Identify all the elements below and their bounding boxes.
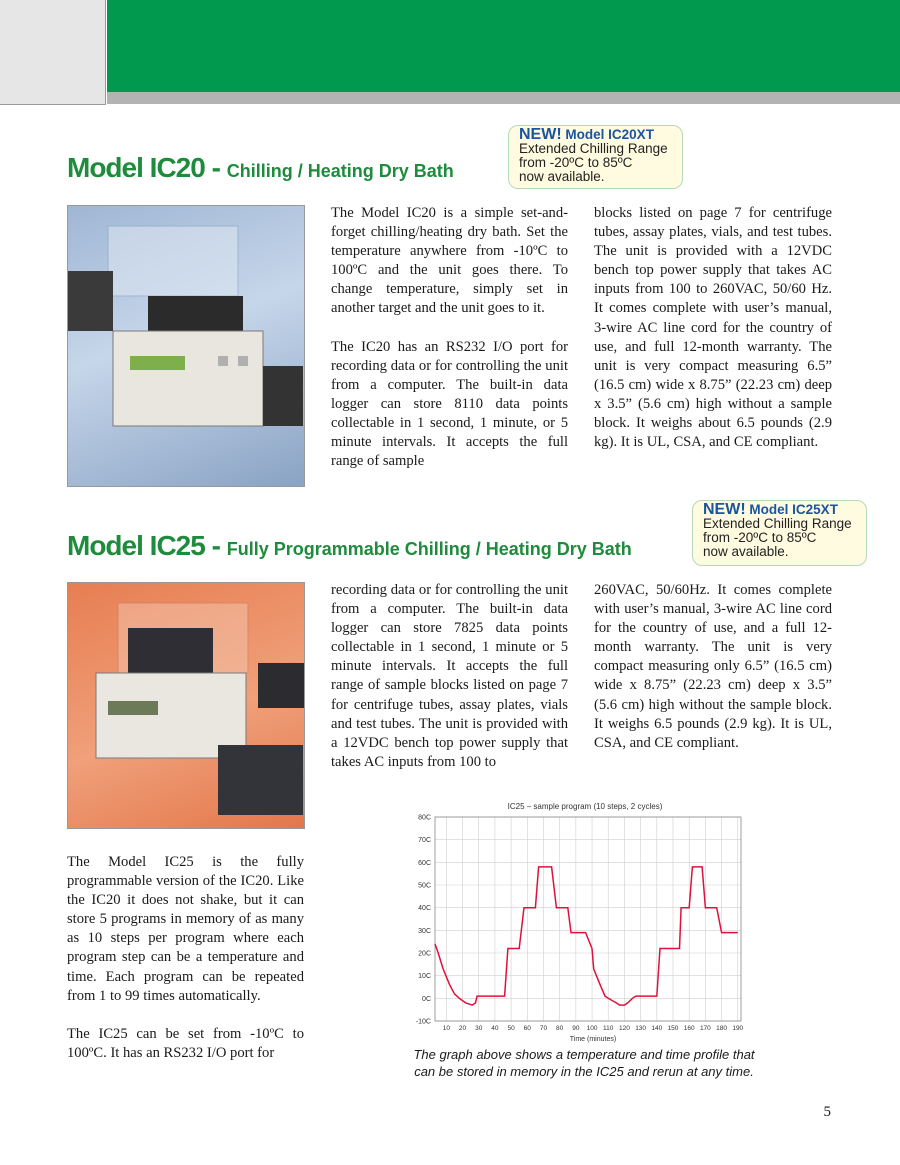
x-tick-label: 190 xyxy=(732,1025,744,1032)
paragraph: 260VAC, 50/60Hz. It comes complete with user’s manual, 3-wire AC line cord for the country of use, and a full 12-month warranty. The unit is very compact measuring only 6.5” (16.5 cm) wide x 8.75” (22.23 cm) deep x 3.5” (5.6 cm) high without the sample block. It weighs 6.5 pounds (2.9 kg). It is UL, CSA, and CE compliant. xyxy=(594,582,832,751)
new-badge: NEW! xyxy=(519,126,562,143)
ic25-title xyxy=(67,530,632,562)
y-tick-label: 30C xyxy=(418,927,431,935)
x-tick-label: 110 xyxy=(603,1025,614,1032)
x-tick-label: 40 xyxy=(491,1025,499,1032)
ic20-text-column-2 xyxy=(594,204,832,471)
x-tick-label: 140 xyxy=(651,1025,663,1032)
x-tick-label: 30 xyxy=(475,1025,483,1032)
ic25-text-left-column xyxy=(67,853,304,1082)
y-tick-label: 40C xyxy=(418,905,431,913)
x-tick-label: 180 xyxy=(716,1025,728,1032)
callout-line: Extended Chilling Range xyxy=(703,516,852,531)
ic20-title xyxy=(67,152,454,184)
x-tick-labels xyxy=(443,1025,744,1032)
ic25-text-column-2 xyxy=(594,581,832,772)
y-tick-label: 80C xyxy=(418,814,431,822)
x-tick-label: 160 xyxy=(683,1025,695,1032)
paragraph: blocks listed on page 7 for centrifuge tubes, assay plates, vials, and test tubes. The unit is provided with a 12VDC bench top power supply that takes AC inputs from 100 to 260VAC, 50/60 Hz. It comes complete with user’s manual, 3-wire AC line cord for the country of use, and full 12-month warranty. The unit is very compact measuring 6.5” (16.5 cm) wide x 8.75” (22.23 cm) deep x 3.5” (5.6 cm) high without a sample block. It weighs about 6.5 pounds (2.9 kg). It is UL, CSA, and CE compliant. xyxy=(594,205,832,451)
new-badge: NEW! xyxy=(703,501,746,518)
x-tick-label: 20 xyxy=(458,1025,467,1032)
y-tick-label: 20C xyxy=(418,950,431,958)
paragraph: The Model IC25 is the fully programmable version of the IC20. Like the IC20 it does not shake, but it can store 5 programs in memory of as many as 10 steps per program where each program step can be a temperature and time. Each program can be repeated from 1 to 99 times automatically. xyxy=(67,854,304,1004)
ic20-unit-illustration xyxy=(68,206,304,486)
ic20-product-photo xyxy=(67,205,305,487)
chart-caption xyxy=(400,1046,768,1080)
ic20-text-column-1 xyxy=(331,204,568,490)
y-tick-label: 10C xyxy=(418,973,431,981)
paragraph: The Model IC20 is a simple set-and-forget chilling/heating dry bath. Set the temperature anywhere from -10ºC to 100ºC and the unit goes there. To change temperature, simply set in another target and the unit goes to it. xyxy=(331,205,568,317)
callout-model: Model IC25XT xyxy=(749,502,838,517)
x-tick-label: 150 xyxy=(667,1025,679,1032)
paragraph: The IC20 has an RS232 I/O port for recording data or for controlling the unit from a computer. The built-in data logger can store 8110 data points collectable in 1 second, 1 minute, or 5 minute intervals. It accepts the full range of sample xyxy=(331,338,568,470)
y-tick-label: 70C xyxy=(418,837,431,845)
header-gray-bar xyxy=(107,92,900,104)
x-tick-label: 120 xyxy=(618,1025,630,1032)
x-tick-label: 90 xyxy=(572,1025,580,1032)
y-tick-label: -10C xyxy=(415,1018,431,1026)
callout-line: Extended Chilling Range xyxy=(519,141,668,156)
callout-line: from -20ºC to 85ºC xyxy=(519,155,633,170)
chart-title: IC25 – sample program (10 steps, 2 cycles) xyxy=(507,802,663,811)
paragraph: recording data or for controlling the unit from a computer. The built-in data logger can store 7825 data points collectable in 1 second, 1 minute or 5 minute intervals. It accepts the full range of sample blocks listed on page 7 for centrifuge tubes, assay plates, vials and test tubes. The unit is provided with a 12VDC bench top power supply that takes AC inputs from 100 to xyxy=(331,582,568,770)
paragraph: The IC25 can be set from -10ºC to 100ºC. It has an RS232 I/O port for xyxy=(67,1025,304,1061)
caption-line: The graph above shows a temperature and time profile that xyxy=(413,1047,755,1062)
y-tick-label: 60C xyxy=(418,859,431,867)
x-tick-label: 80 xyxy=(556,1025,564,1032)
x-tick-label: 100 xyxy=(586,1025,598,1032)
y-tick-labels xyxy=(416,815,431,1026)
ic25-text-column-1 xyxy=(331,581,568,791)
header-gray-block xyxy=(0,0,106,105)
callout-model: Model IC20XT xyxy=(565,127,654,142)
ic20xt-callout xyxy=(508,125,683,189)
y-tick-label: 50C xyxy=(418,882,431,890)
callout-line: now available. xyxy=(703,544,789,559)
page-number: 5 xyxy=(823,1104,831,1120)
x-tick-label: 10 xyxy=(442,1025,450,1032)
x-tick-label: 70 xyxy=(539,1025,548,1032)
x-tick-label: 60 xyxy=(523,1025,531,1032)
ic25-title-sub: Fully Programmable Chilling / Heating Dry Bath xyxy=(226,539,632,559)
caption-line: can be stored in memory in the IC25 and rerun at any time. xyxy=(414,1064,754,1079)
callout-line: now available. xyxy=(519,169,605,184)
x-tick-label: 130 xyxy=(635,1025,647,1032)
callout-line: from -20ºC to 85ºC xyxy=(703,530,817,545)
ic20-title-main: Model IC20 - xyxy=(67,152,227,183)
ic20-title-sub: Chilling / Heating Dry Bath xyxy=(226,161,454,181)
y-tick-label: 0C xyxy=(422,995,431,1003)
ic25-title-main: Model IC25 - xyxy=(67,530,227,561)
plot-frame xyxy=(435,817,741,1021)
ic25xt-callout xyxy=(692,500,867,566)
temperature-profile-chart xyxy=(405,797,765,1045)
ic25-unit-illustration xyxy=(68,583,304,828)
ic25-product-photo xyxy=(67,582,305,829)
header-green-band xyxy=(107,0,900,92)
x-tick-label: 170 xyxy=(699,1025,711,1032)
x-tick-label: 50 xyxy=(507,1025,515,1032)
series-line xyxy=(435,867,738,1005)
chart-grid xyxy=(435,817,741,1021)
x-axis-label: Time (minutes) xyxy=(569,1036,617,1043)
